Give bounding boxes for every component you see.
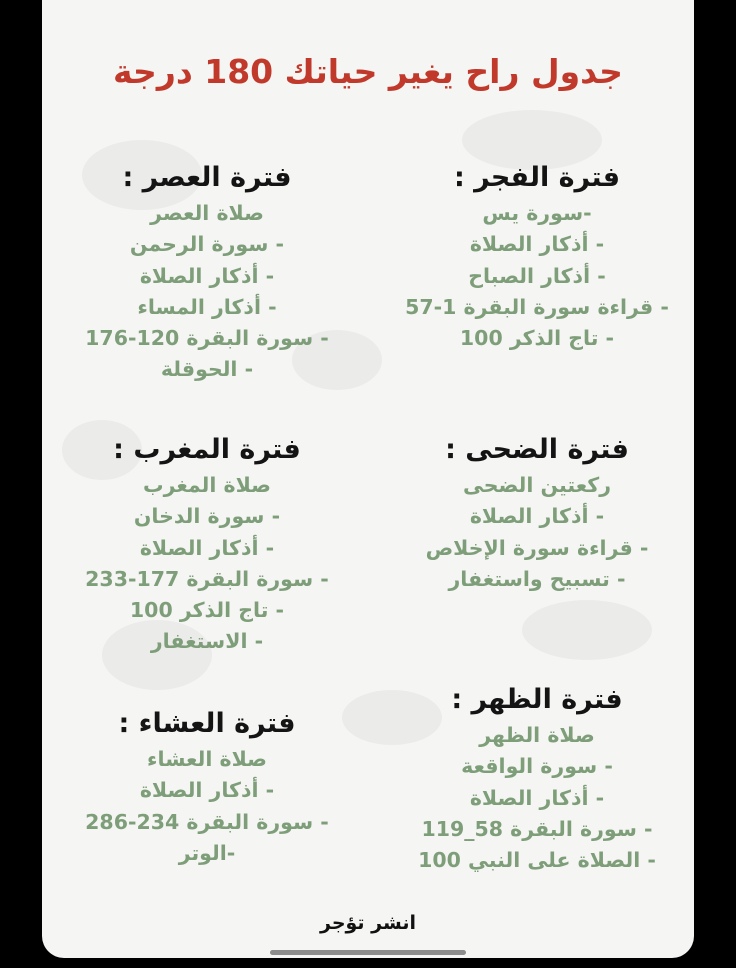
section-title: فترة العصر : [122,162,292,193]
list-item: - أذكار الصلاة [469,232,605,257]
list-item: صلاة المغرب [142,473,271,497]
list-item: -الوتر [178,840,236,865]
list-item: - سورة الرحمن [129,232,285,257]
section-title: فترة المغرب : [113,434,301,465]
list-item: - تاج الذكر 100 [459,326,615,351]
list-item: - قراءة سورة البقرة 1-57 [405,294,669,319]
list-item: - سورة البقرة 234-286 [85,809,329,834]
list-item: صلاة العصر [150,201,264,225]
list-item: صلاة الظهر [479,723,595,747]
section-title: فترة العشاء : [118,708,296,739]
list-item: - سورة الدخان [133,504,281,529]
section-maghrib [52,432,362,658]
section-dhuhr [382,682,692,876]
list-item: - تسبيح واستغفار [448,566,626,591]
list-item: - الاستغفار [150,629,264,654]
list-item: -سورة يس [482,201,592,225]
list-item: ركعتين الضحى [462,473,612,497]
section-title: فترة الظهر : [451,684,623,715]
list-item: - سورة الواقعة [461,754,613,779]
list-item: - الصلاة على النبي 100 [418,848,656,873]
list-item: - أذكار الصباح [468,263,606,288]
section-duha [382,432,692,595]
list-item: - أذكار الصلاة [469,504,605,529]
list-item: - أذكار الصلاة [139,263,275,288]
page-title: جدول راح يغير حياتك 180 درجة [113,52,623,91]
list-item: - أذكار الصلاة [139,778,275,803]
list-item: - أذكار الصلاة [139,535,275,560]
schedule-card [42,0,694,958]
list-item: - أذكار الصلاة [469,785,605,810]
section-asr [52,160,362,386]
list-item: - سورة البقرة 58_119 [421,816,653,841]
section-isha [52,706,362,869]
section-title: فترة الضحى : [445,434,629,465]
list-item: - الحوقلة [160,357,254,382]
background-blob [522,600,652,660]
section-title: فترة الفجر : [453,162,621,193]
list-item: - أذكار المساء [137,294,277,319]
section-fajr [382,160,692,354]
footer-caption: انشر تؤجر [320,912,416,934]
home-indicator[interactable] [270,950,466,955]
list-item: - تاج الذكر 100 [129,598,285,623]
list-item: - قراءة سورة الإخلاص [425,535,649,560]
list-item: - سورة البقرة 177-233 [85,566,329,591]
list-item: صلاة العشاء [147,747,267,771]
list-item: - سورة البقرة 120-176 [85,326,329,351]
